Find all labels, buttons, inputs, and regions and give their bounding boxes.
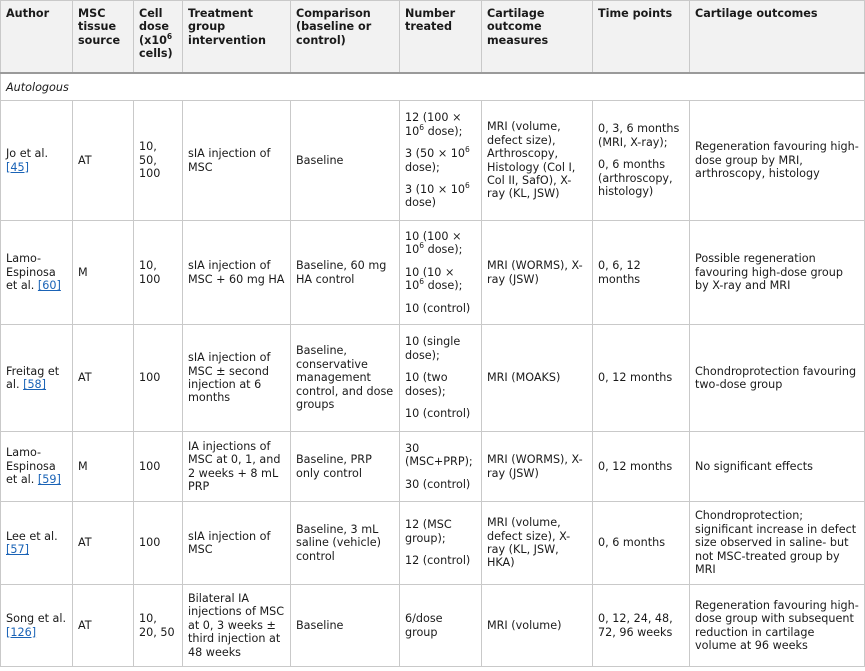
time-points-cell — [593, 432, 690, 502]
time-point-entry: 0, 6, 12 months — [598, 259, 641, 286]
number-treated-cell — [400, 221, 482, 325]
superscript: 6 — [419, 241, 425, 251]
time-points-cell — [593, 502, 690, 585]
cell-dose-cell: 100 — [134, 502, 183, 585]
tissue-source-cell: AT — [73, 101, 134, 221]
intervention-cell: Bilateral IA injections of MSC at 0, 3 weeks ± third injection at 48 weeks — [183, 585, 291, 667]
time-point-entry: 0, 6 months (arthroscopy, histology) — [598, 158, 673, 199]
author-cell — [1, 221, 73, 325]
column-header: Treatment group intervention — [183, 1, 291, 74]
treated-entry: 30 (control) — [405, 477, 471, 491]
column-header: Comparison (baseline or control) — [291, 1, 400, 74]
treated-entry: 12 ($100 \times 10^6$ dose); — [405, 111, 463, 138]
intervention-cell: IA injections of MSC at 0, 1, and 2 weeks + 8 mL PRP — [183, 432, 291, 502]
reference-link[interactable]: [57] — [6, 543, 29, 556]
cell-dose-cell: 10, 100 — [134, 221, 183, 325]
author-name: Lamo-Espinosa et al. — [6, 252, 56, 293]
treated-entry: 12 (MSC group); — [405, 518, 452, 545]
header-row — [1, 1, 865, 74]
time-points-cell — [593, 325, 690, 432]
cartilage-outcomes-cell: Chondroprotection; significant increase in defect size observed in saline- but not MSC-treated group by MRI — [690, 502, 865, 585]
author-cell — [1, 325, 73, 432]
outcome-measures-cell: MRI (MOAKS) — [482, 325, 593, 432]
time-point-entry: 0, 12 months — [598, 459, 673, 473]
comparison-cell: Baseline — [291, 585, 400, 667]
treated-entry: 10 ($100 \times 10^6$ dose); — [405, 229, 463, 257]
table-row — [1, 432, 865, 502]
superscript: 6 — [419, 277, 425, 287]
time-point-entry: 0, 12 months — [598, 371, 673, 385]
treated-entry: 10 ($10 \times 10^6$ dose); — [405, 265, 463, 293]
number-treated-cell — [400, 585, 482, 667]
outcome-measures-cell: MRI (volume) — [482, 585, 593, 667]
comparison-cell: Baseline, 3 mL saline (vehicle) control — [291, 502, 400, 585]
cartilage-outcomes-cell: No significant effects — [690, 432, 865, 502]
comparison-cell: Baseline, PRP only control — [291, 432, 400, 502]
column-header: Time points — [593, 1, 690, 74]
treated-entry: 3 ($10 \times 10^6$ dose) — [405, 180, 470, 210]
time-point-entry: 0, 6 months — [598, 536, 666, 550]
table-row — [1, 585, 865, 667]
column-header: Cartilage outcome measures — [482, 1, 593, 74]
cartilage-outcomes-cell: Regeneration favouring high-dose group with subsequent reduction in cartilage volume at 96 weeks — [690, 585, 865, 667]
group-label: Autologous — [1, 73, 865, 101]
outcome-measures-cell: MRI (volume, defect size), X-ray (KL, JSW, HKA) — [482, 502, 593, 585]
reference-link[interactable]: [60] — [37, 279, 61, 293]
author-cell — [1, 432, 73, 502]
intervention-cell: sIA injection of MSC ± second injection at 6 months — [183, 325, 291, 432]
comparison-cell: Baseline, conservative management control, and dose groups — [291, 325, 400, 432]
cartilage-outcomes-cell: Chondroprotection favouring two-dose group — [690, 325, 865, 432]
treated-entry: 6/dose group — [405, 612, 443, 639]
author-cell — [1, 502, 73, 585]
cell-dose-cell: 100 — [134, 325, 183, 432]
cell-dose-cell: 10, 50, 100 — [134, 101, 183, 221]
cartilage-outcomes-cell: Regeneration favouring high-dose group by MRI, arthroscopy, histology — [690, 101, 865, 221]
author-name: Freitag et al. — [6, 364, 60, 391]
comparison-cell: Baseline — [291, 101, 400, 221]
author-cell — [1, 585, 73, 667]
group-row — [1, 73, 865, 101]
time-points-cell — [593, 101, 690, 221]
table-row — [1, 101, 865, 221]
reference-link[interactable]: [126] — [6, 625, 37, 639]
time-points-cell — [593, 221, 690, 325]
outcome-measures-cell: MRI (volume, defect size), Arthroscopy, Histology (Col I, Col II, SafO), X-ray (KL, JSW) — [482, 101, 593, 221]
author-name: Jo et al. — [6, 147, 49, 161]
tissue-source-cell: AT — [73, 585, 134, 667]
treated-entry: 10 (two doses); — [405, 371, 448, 398]
treated-entry: 10 (control) — [405, 407, 471, 421]
author-name: Lamo-Espinosa et al. — [6, 446, 56, 487]
cell-dose-cell: 100 — [134, 432, 183, 502]
intervention-cell: sIA injection of MSC — [183, 101, 291, 221]
superscript: 6 — [465, 180, 470, 190]
number-treated-cell — [400, 502, 482, 585]
time-points-cell — [593, 585, 690, 667]
time-point-entry: 0, 3, 6 months (MRI, X-ray); — [598, 122, 680, 149]
reference-link[interactable]: [59] — [37, 473, 61, 487]
reference-link[interactable]: [45] — [6, 160, 29, 174]
treated-entry: 12 (control) — [405, 554, 471, 568]
author-name: Lee et al. — [6, 529, 58, 543]
outcome-measures-cell: MRI (WORMS), X-ray (JSW) — [482, 221, 593, 325]
number-treated-cell — [400, 432, 482, 502]
cartilage-outcomes-cell: Possible regeneration favouring high-dose group by X-ray and MRI — [690, 221, 865, 325]
author-name: Song et al. — [6, 612, 67, 626]
column-header: Author — [1, 1, 73, 74]
outcome-measures-cell: MRI (WORMS), X-ray (JSW) — [482, 432, 593, 502]
reference-link[interactable]: [58] — [23, 378, 47, 391]
treated-entry: 10 (control) — [405, 301, 471, 315]
time-point-entry: 0, 12, 24, 48, 72, 96 weeks — [598, 612, 673, 639]
tissue-source-cell: AT — [73, 502, 134, 585]
number-treated-cell — [400, 325, 482, 432]
intervention-cell: sIA injection of MSC + 60 mg HA — [183, 221, 291, 325]
tissue-source-cell: M — [73, 221, 134, 325]
table-header — [1, 1, 865, 74]
table-body — [1, 73, 865, 667]
column-header: Cartilage outcomes — [690, 1, 865, 74]
cell-dose-cell: 10, 20, 50 — [134, 585, 183, 667]
tissue-source-cell: M — [73, 432, 134, 502]
column-header: Number treated — [400, 1, 482, 74]
table-row — [1, 502, 865, 585]
table-row — [1, 221, 865, 325]
author-cell — [1, 101, 73, 221]
tissue-source-cell: AT — [73, 325, 134, 432]
column-header: Cell dose ($x10^6$ cells) — [134, 1, 183, 74]
superscript: 6 — [166, 31, 173, 41]
column-header: MSC tissue source — [73, 1, 134, 74]
treated-entry: 10 (single dose); — [405, 335, 461, 362]
treated-entry: 3 ($50 \times 10^6$ dose); — [405, 145, 470, 174]
superscript: 6 — [419, 122, 425, 132]
table-row — [1, 325, 865, 432]
superscript: 6 — [465, 145, 470, 155]
number-treated-cell — [400, 101, 482, 221]
intervention-cell: sIA injection of MSC — [183, 502, 291, 585]
comparison-cell: Baseline, 60 mg HA control — [291, 221, 400, 325]
treated-entry: 30 (MSC+PRP); — [405, 441, 473, 469]
